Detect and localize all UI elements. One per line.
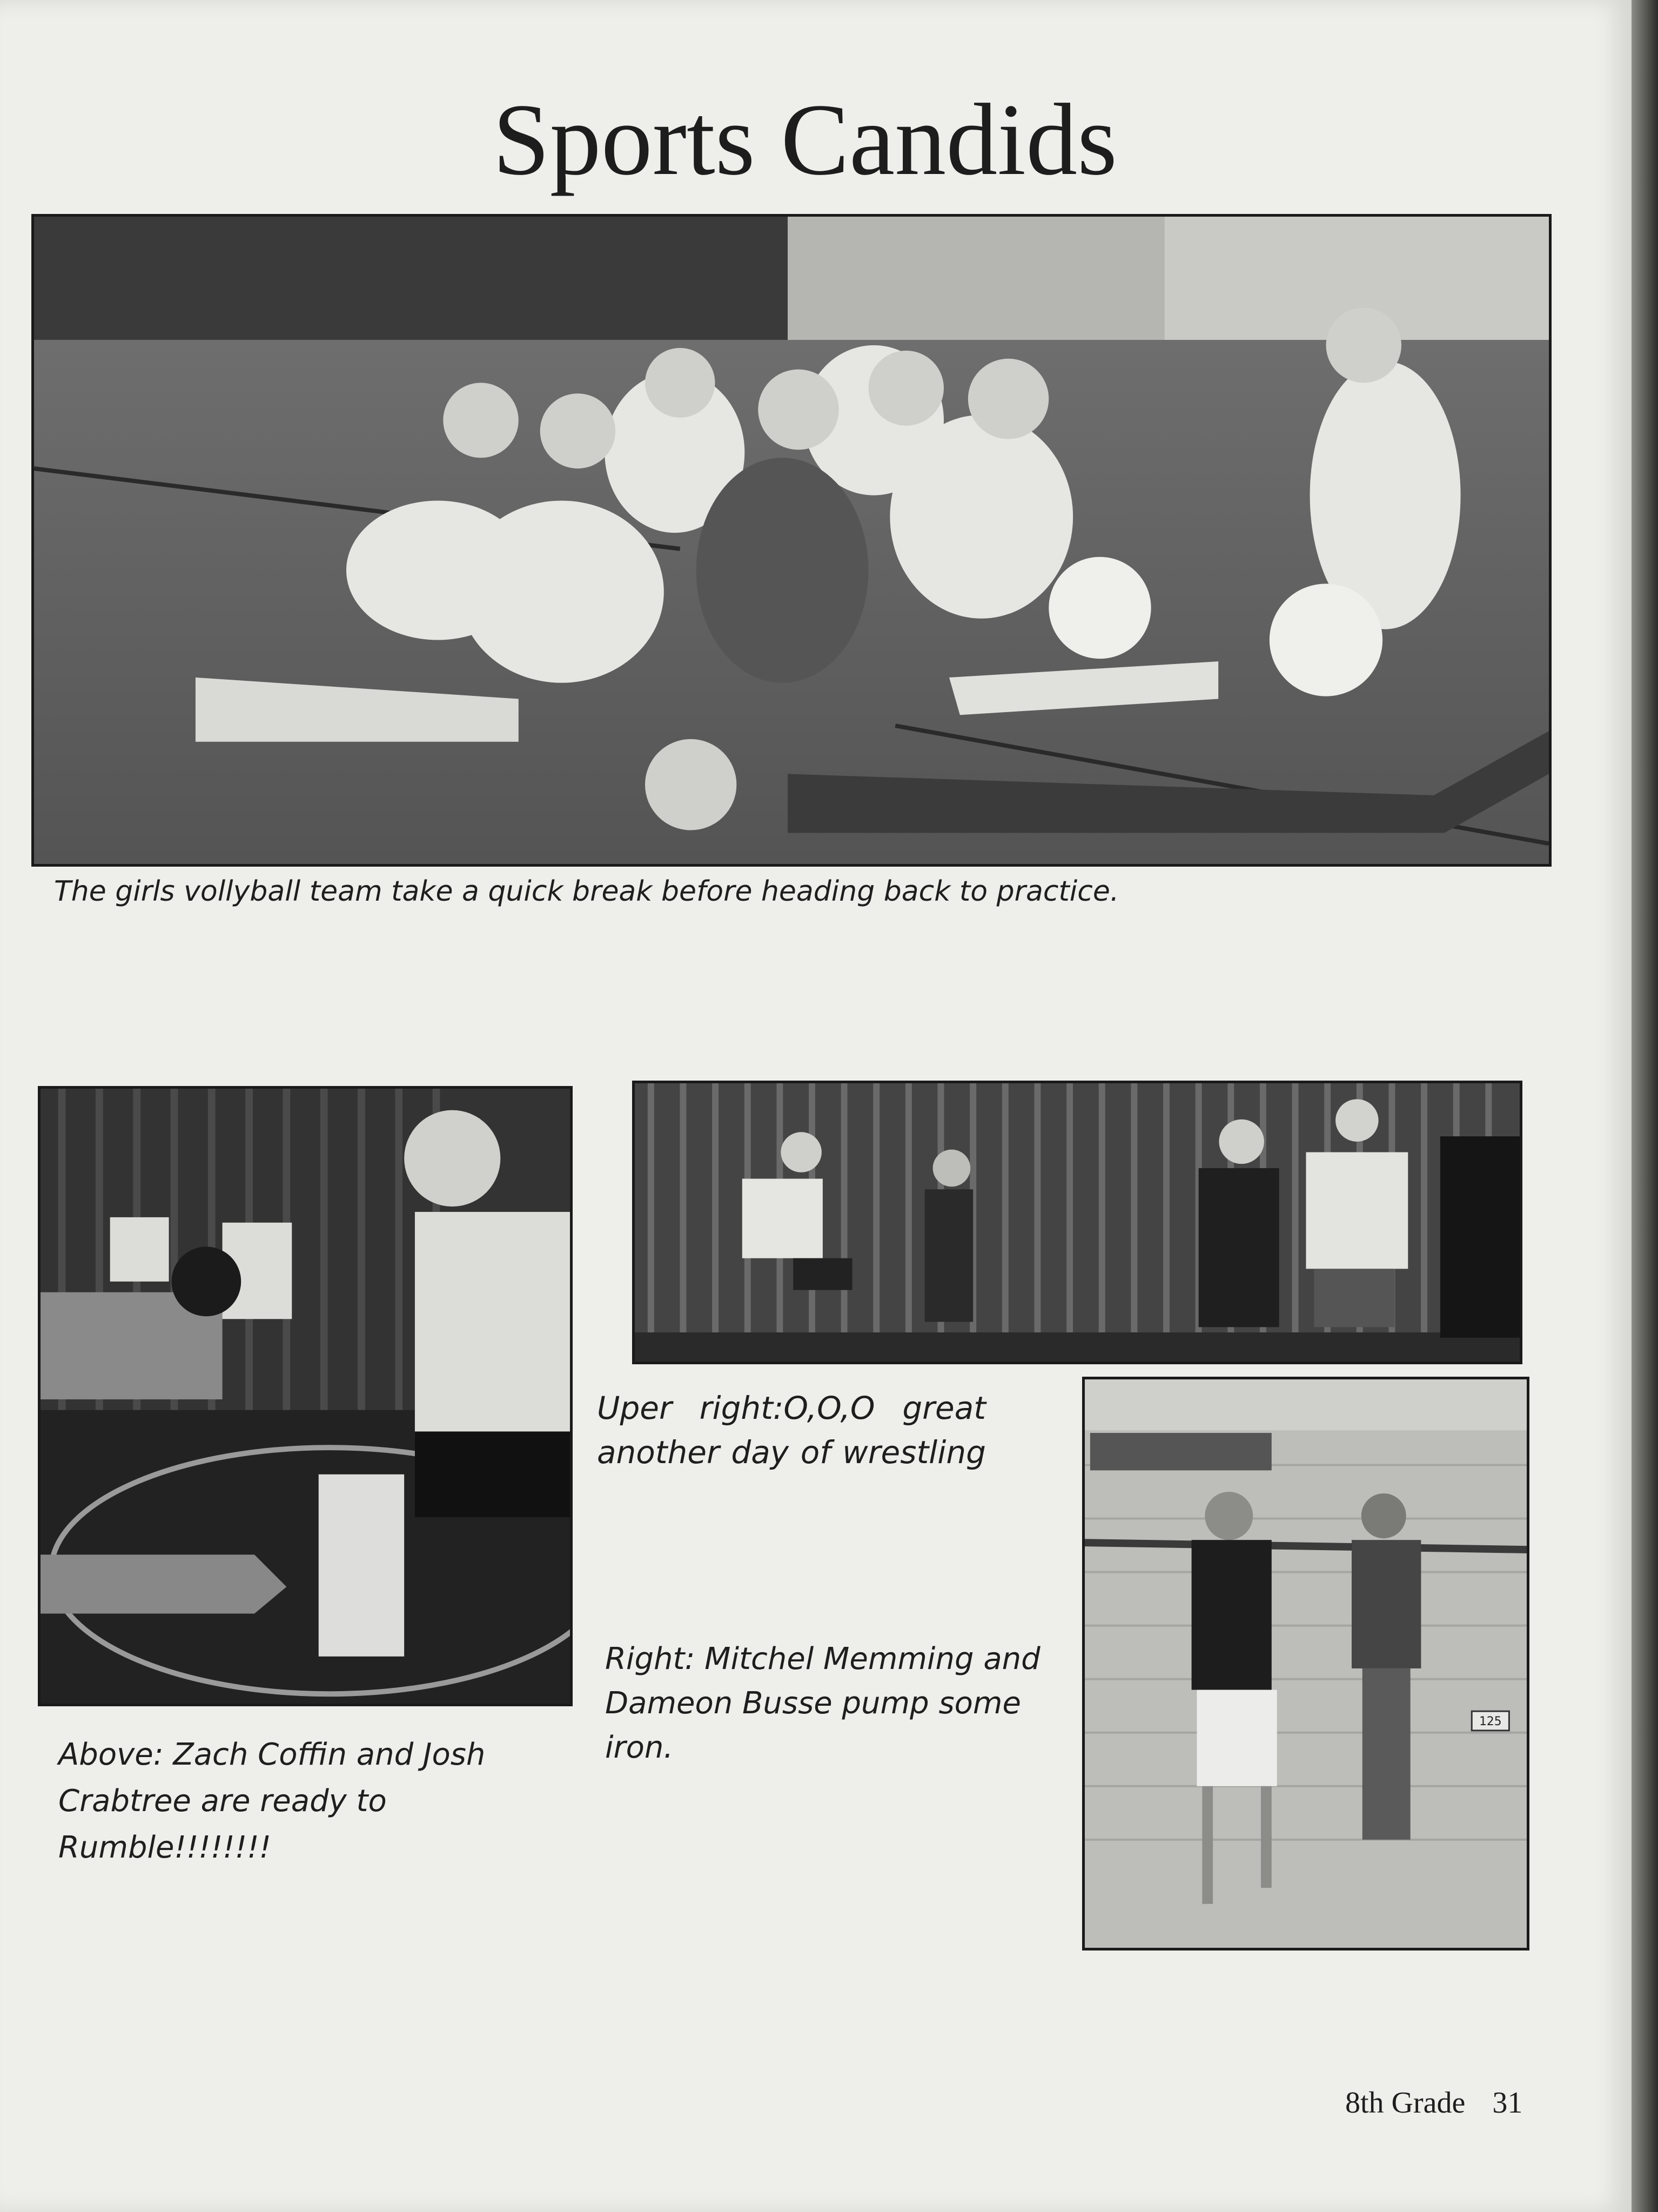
footer-section: 8th Grade [1345,2086,1466,2120]
volleyball-caption: The girls vollyball team take a quick break before heading back to practice. [54,875,1119,908]
page-footer [1345,2086,1540,2120]
page-number: 31 [1492,2086,1523,2120]
pullups-photo [1082,1377,1529,1950]
page-title: Sports Candids [493,83,1117,197]
wrestlers-ready-caption: Above: Zach Coffin and Josh Crabtree are ready to Rumble!!!!!!!! [58,1737,486,1865]
wrestling-lineup-caption: Uper right:O,O,O great another day of wrestling [597,1390,986,1471]
book-spine-shadow [1632,0,1658,2212]
pullups-caption: Right: Mitchel Memming and Dameon Busse pump some iron. [605,1641,1041,1765]
wrestlers-ready-photo [38,1086,573,1706]
volleyball-team-photo [31,214,1552,867]
room-sign: 125 [1479,1714,1502,1728]
wrestling-lineup-photo [632,1081,1522,1364]
